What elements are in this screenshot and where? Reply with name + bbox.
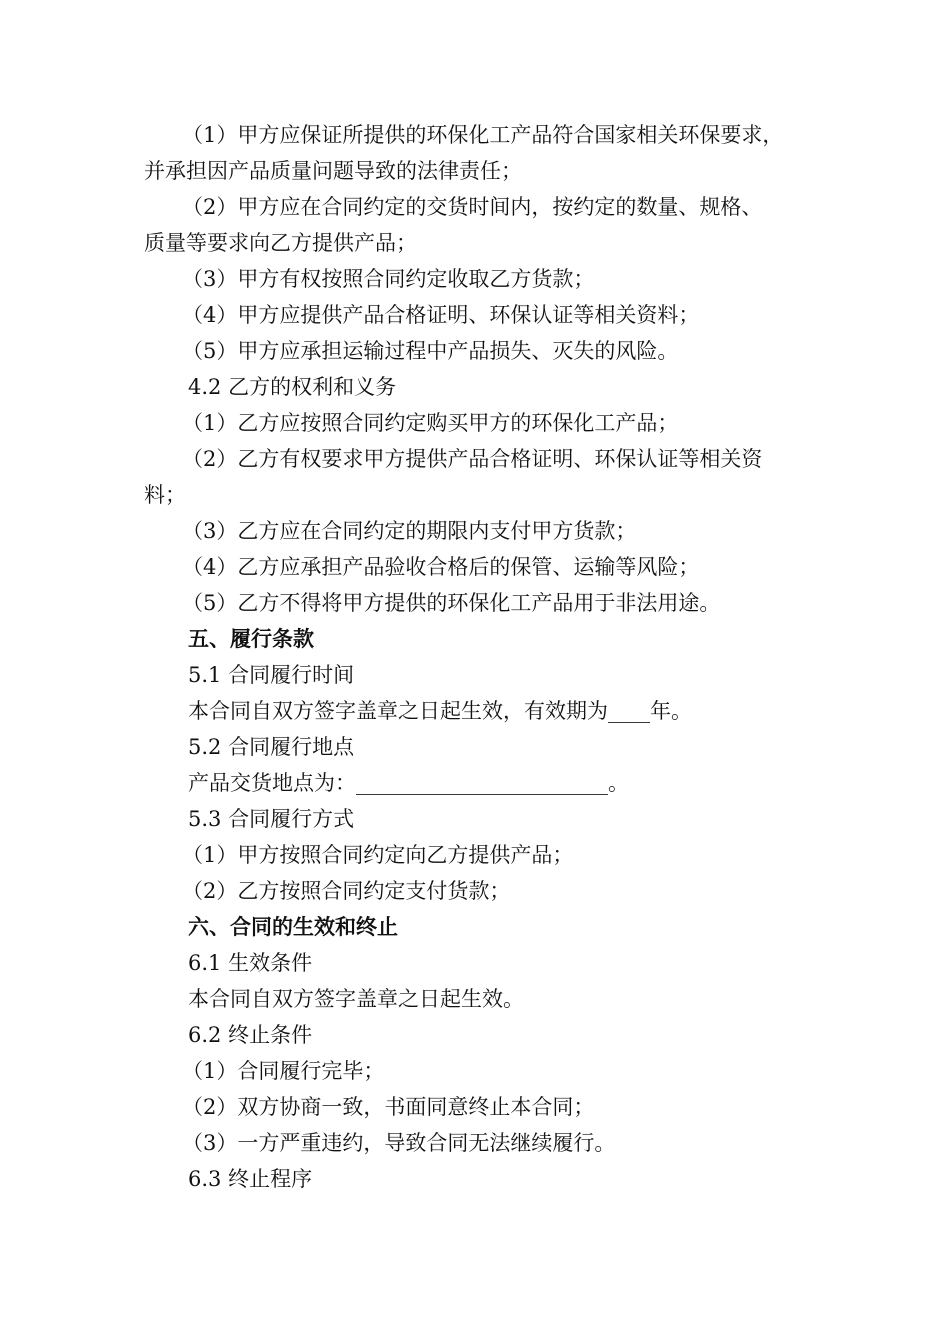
clause-line: 料； bbox=[144, 483, 186, 507]
clause-line: 产品交货地点为：________________________。 bbox=[188, 771, 629, 795]
clause-line: （3）乙方应在合同约定的期限内支付甲方货款； bbox=[182, 519, 637, 543]
section-heading: 六、合同的生效和终止 bbox=[188, 914, 398, 939]
clause-line: 并承担因产品质量问题导致的法律责任； bbox=[144, 159, 522, 183]
clause-line: 质量等要求向乙方提供产品； bbox=[144, 231, 417, 255]
clause-line: （1）合同履行完毕； bbox=[182, 1059, 385, 1083]
clause-line: （5）乙方不得将甲方提供的环保化工产品用于非法用途。 bbox=[182, 591, 721, 615]
clause-line: （1）甲方按照合同约定向乙方提供产品； bbox=[182, 843, 574, 867]
clause-line: （2）乙方按照合同约定支付货款； bbox=[182, 879, 511, 903]
clause-line: （4）甲方应提供产品合格证明、环保认证等相关资料； bbox=[182, 303, 700, 327]
clause-line: 本合同自双方签字盖章之日起生效。 bbox=[188, 987, 524, 1011]
clause-line: （3）一方严重违约，导致合同无法继续履行。 bbox=[182, 1131, 616, 1155]
subsection-title: 5.2 合同履行地点 bbox=[188, 735, 355, 759]
subsection-title: 5.3 合同履行方式 bbox=[188, 807, 355, 831]
clause-line: 本合同自双方签字盖章之日起生效，有效期为____年。 bbox=[188, 699, 692, 723]
clause-line: （1）甲方应保证所提供的环保化工产品符合国家相关环保要求， bbox=[182, 123, 784, 147]
document-body bbox=[144, 117, 824, 1197]
subsection-title: 4.2 乙方的权利和义务 bbox=[188, 375, 397, 399]
subsection-title: 5.1 合同履行时间 bbox=[188, 663, 355, 687]
subsection-title: 6.3 终止程序 bbox=[188, 1167, 313, 1191]
clause-line: （1）乙方应按照合同约定购买甲方的环保化工产品； bbox=[182, 411, 679, 435]
clause-line: （2）双方协商一致，书面同意终止本合同； bbox=[182, 1095, 595, 1119]
clause-line: （2）乙方有权要求甲方提供产品合格证明、环保认证等相关资 bbox=[182, 447, 763, 471]
subsection-title: 6.1 生效条件 bbox=[188, 951, 313, 975]
subsection-title: 6.2 终止条件 bbox=[188, 1023, 313, 1047]
clause-line: （4）乙方应承担产品验收合格后的保管、运输等风险； bbox=[182, 555, 700, 579]
clause-line: （2）甲方应在合同约定的交货时间内，按约定的数量、规格、 bbox=[182, 195, 763, 219]
section-heading: 五、履行条款 bbox=[188, 626, 314, 651]
clause-line: （3）甲方有权按照合同约定收取乙方货款； bbox=[182, 267, 595, 291]
clause-line: （5）甲方应承担运输过程中产品损失、灭失的风险。 bbox=[182, 339, 679, 363]
